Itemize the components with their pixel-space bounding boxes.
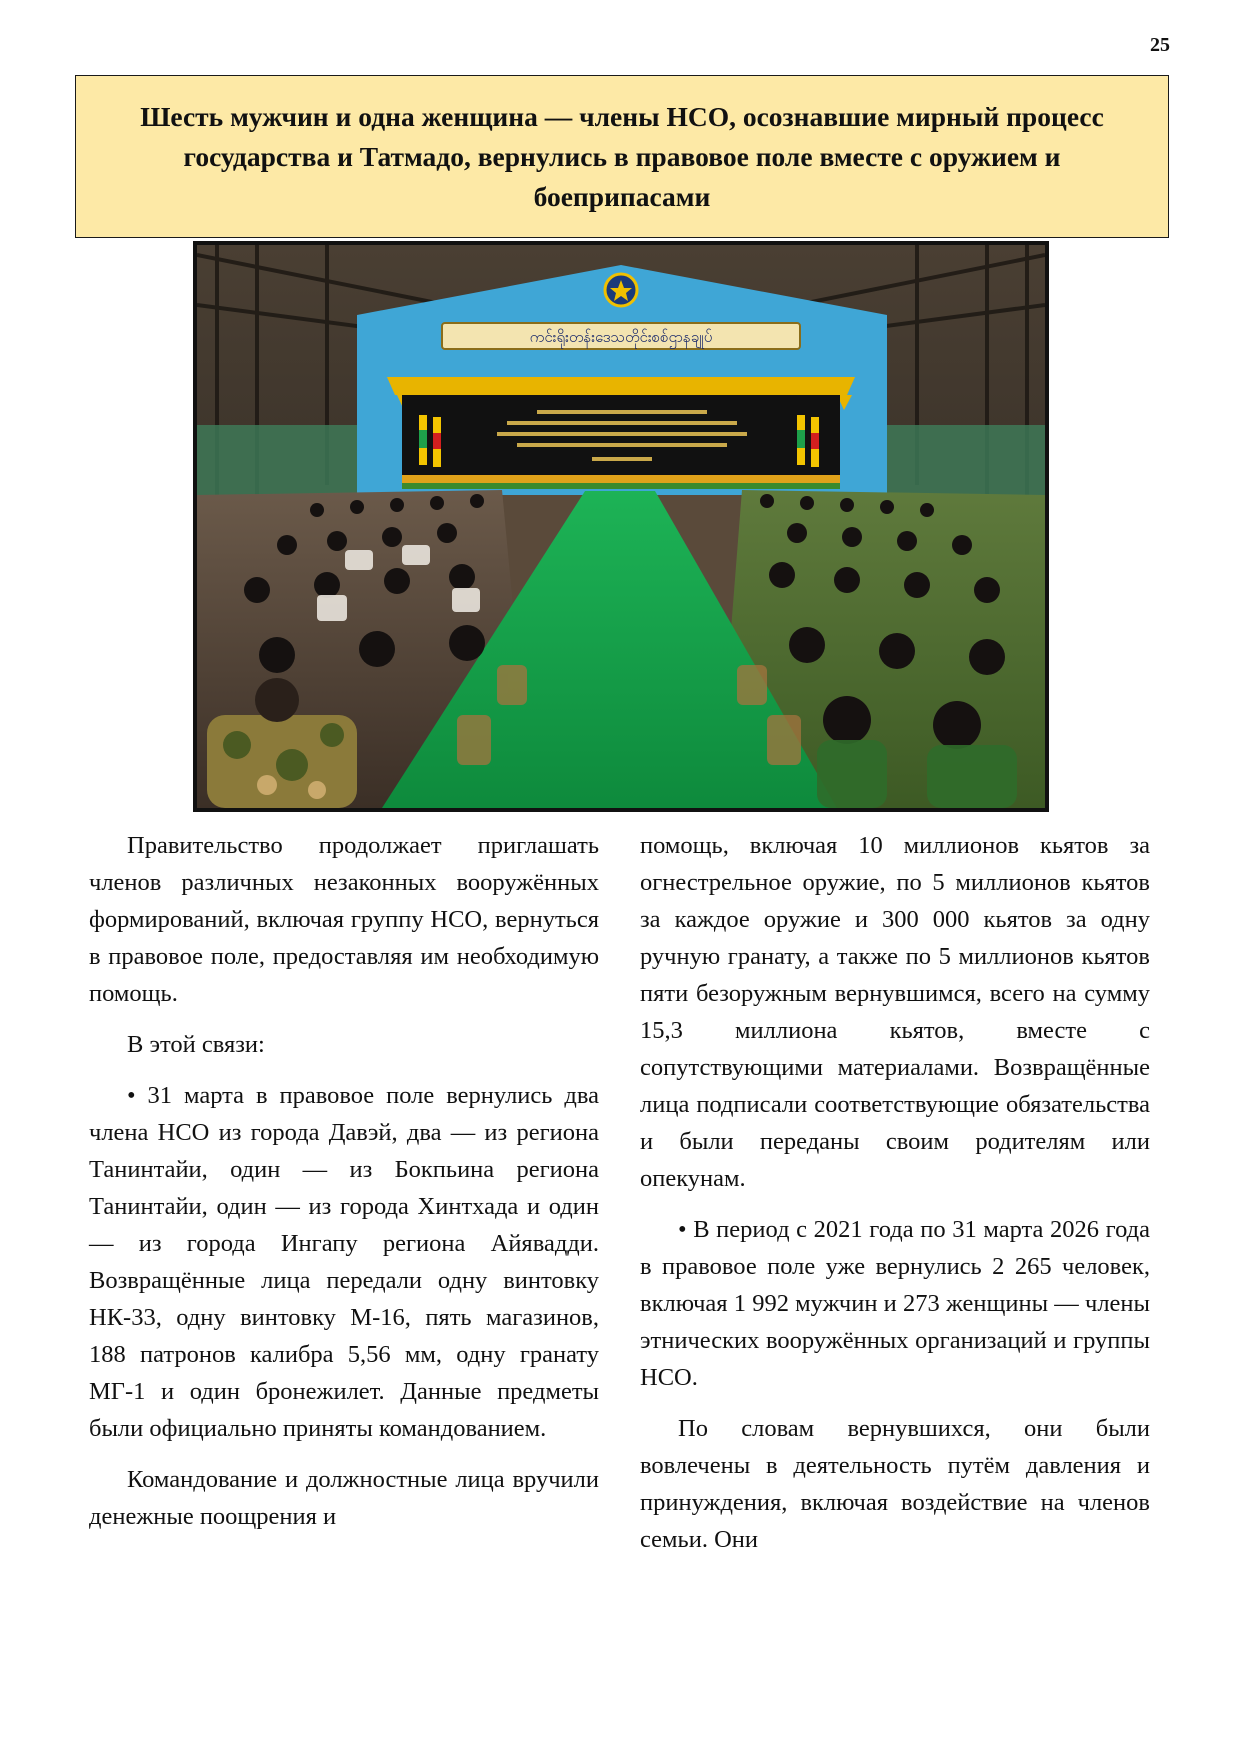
paragraph-rewards-continued: помощь, включая 10 миллионов кьятов за огнестрельное оружие, по 5 миллионов кьятов за каждое оружие и 300 000 кьятов за одну ручную гранату, а также по 5 миллионов кьятов пяти безоружным вернувшимся, всего на сумму 15,3 миллиона кьятов, вместе с сопутствующими материалами. Возвращённые лица подписали соответствующие обязательства и были переданы своим родителям или опекунам. — [640, 832, 1150, 1192]
headline-box — [75, 75, 1169, 238]
banner-text: ကင်းရိုးတန်းဒေသတိုင်းစစ်ဌာနချုပ် — [529, 328, 713, 346]
page-number: 25 — [1150, 34, 1170, 56]
ceremony-photo-illustration — [197, 245, 1045, 808]
ceremony-photo — [193, 241, 1049, 812]
headline: Шесть мужчин и одна женщина — члены НСО, осознавшие мирный процесс государства и Татмадо, вернулись в правовое поле вместе с оружием и боеприпасами — [140, 100, 1104, 212]
paragraph-rewards-start: Командование и должностные лица вручили денежные поощрения и — [89, 1466, 599, 1530]
paragraph-context: В этой связи: — [127, 1031, 265, 1058]
right-column — [640, 827, 1150, 1572]
paragraph-intro: Правительство продолжает приглашать членов различных незаконных вооружённых формирований, включая группу НСО, вернуться в правовое поле, предоставляя им необходимую помощь. — [89, 832, 599, 1007]
paragraph-bullet-march31: • 31 марта в правовое поле вернулись два члена НСО из города Давэй, два — из региона Танинтайи, один — из Бокпьина региона Танинтайи, один — из города Хинтхада и один — из города Ингапу региона Айявадди. Возвращённые лица передали одну винтовку НК-33, одну винтовку М-16, пять магазинов, 188 патронов калибра 5,56 мм, одну гранату МГ-1 и один бронежилет. Данные предметы были официально приняты командованием. — [89, 1082, 599, 1442]
paragraph-bullet-total: • В период с 2021 года по 31 марта 2026 года в правовое поле уже вернулись 2 265 человек, включая 1 992 мужчин и 273 женщины — члены этнических вооружённых организаций и группы НСО. — [640, 1216, 1150, 1391]
left-column — [89, 827, 599, 1549]
paragraph-returnees-statement: По словам вернувшихся, они были вовлечены в деятельность путём давления и принуждения, включая воздействие на членов семьи. Они — [640, 1415, 1150, 1553]
